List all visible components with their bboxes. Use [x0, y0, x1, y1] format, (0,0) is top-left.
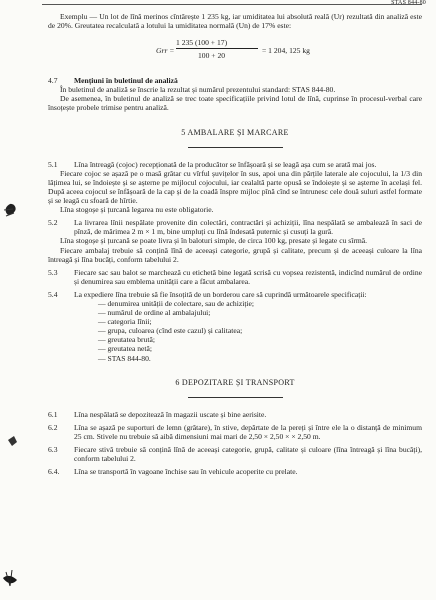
clause-text: La livrarea lînii nespălate provenite din colectări, contractări și achiziții, lîna nespălată se ambalează în saci de pînză, de mărimea 2 m × 1 m, bine umpluți cu lînă îndesată puternic și cusuți la gură. — [74, 218, 422, 237]
clause-5-4 — [48, 290, 422, 299]
clause-number: 6.3 — [48, 445, 58, 454]
list-item: — greutatea netă; — [98, 344, 152, 354]
example-paragraph: Exemplu — Un lot de lînă merinos cîntărește 1 235 kg, iar umiditatea lui absolută reală (Ur) rezultată din analiză este de 20%. Greutatea recalculată a lotului la umiditatea normală (Un) de 17% este: — [48, 12, 422, 31]
formula-denominator: 100 + 20 — [198, 51, 226, 61]
clause-text: Fiecare sac sau balot se marchează cu etichetă bine legată scrisă cu vopsea rezistentă, indicînd numărul de ordine și denumirea sau emblema unității care a făcut ambalarea. — [74, 267, 422, 286]
list-item: — denumirea unității de colectare, sau de achiziție; — [98, 298, 255, 308]
clause-number: 5.1 — [48, 159, 58, 169]
chapter-5-title: 5 AMBALARE ȘI MARCARE — [181, 127, 289, 137]
list-item: — numărul de ordine al ambalajului; — [98, 308, 211, 318]
clause-number: 5.2 — [48, 218, 58, 228]
clause-6-4 — [48, 467, 422, 476]
chapter-5-rule — [188, 147, 283, 148]
clause-5-1-paragraph-3: Lîna stogoșe și țurcană legarea nu este obligatorie. — [60, 205, 214, 215]
clause-5-2-paragraph-3: Fiecare ambalaj trebuie să conțină lînă de aceeași categorie, grupă și calitate, precum și de aceeași culoare la lîna întreagă și lîna bucăți, conform tabelului 2. — [48, 245, 422, 264]
chapter-6-title: 6 DEPOZITARE ȘI TRANSPORT — [175, 377, 295, 387]
formula-numerator: 1 235 (100 + 17) — [176, 38, 228, 48]
section-4-7-paragraph-2: De asemenea, în buletinul de analiză se trec toate specificațiile privind lotul de lînă, cuprinse în procesul-verbal care însoțește probele trimise pentru analiză. — [48, 94, 422, 113]
clause-5-2 — [48, 218, 422, 236]
clause-number: 6.1 — [48, 409, 58, 419]
clause-text: Lîna nespălată se depozitează în magazii uscate și bine aerisite. — [74, 409, 267, 419]
clause-5-1 — [48, 160, 422, 169]
clause-text: Lîna se transportă în vagoane închise sau în vehicule acoperite cu prelate. — [74, 467, 298, 477]
clause-number: 5.4 — [48, 289, 58, 299]
weight-formula — [48, 33, 422, 73]
list-item: — greutatea brută; — [98, 335, 155, 345]
list-item: — categoria lînii; — [98, 317, 152, 327]
clause-text: La expediere lîna trebuie să fie însoțită de un borderou care să cuprindă următoarele specificații: — [74, 289, 367, 299]
section-number: 4.7 — [48, 76, 58, 86]
clause-6-3 — [48, 445, 422, 463]
standard-reference: STAS 844-80 — [391, 0, 426, 6]
section-4-7-paragraph-1: În buletinul de analiză se înscrie la rezultat și numărul prezentului standard: STAS 844-80. — [60, 85, 336, 95]
clause-text: Lîna întreagă (cojoc) recepționată de la producător se înfășoară și se leagă așa cum se arată mai jos. — [74, 159, 377, 169]
top-rule — [42, 4, 422, 5]
clause-5-2-paragraph-2: Lîna stogoșe și țurcană se poate livra și în baloturi simple, de circa 100 kg, presate și legate cu sîrmă. — [60, 236, 368, 246]
formula-result: = 1 204, 125 kg — [262, 46, 310, 56]
clause-6-1 — [48, 410, 422, 419]
formula-lhs: Grr = — [156, 46, 175, 56]
clause-number: 5.3 — [48, 267, 58, 277]
section-title: Mențiuni în buletinul de analiză — [74, 76, 178, 86]
clause-6-2 — [48, 423, 422, 441]
section-4-7-heading — [48, 76, 422, 85]
document-body — [48, 12, 422, 476]
binding-hole-marks — [0, 0, 30, 600]
list-item: — grupa, culoarea (cînd este cazul) și calitatea; — [98, 326, 243, 336]
clause-5-3 — [48, 268, 422, 286]
chapter-6-rule — [188, 397, 283, 398]
list-item: — STAS 844-80. — [98, 353, 151, 363]
clause-number: 6.4. — [48, 467, 60, 477]
clause-5-1-paragraph-2: Fiecare cojoc se așază pe o masă grătar cu vîrful șuvițelor în sus, apoi una din părțile laterale ale cojocului, la 1/3 din lățimea lui, se îndoiește și se așterne pe mijlocul cojocului, iar cealaltă parte opusă se îndoiește și se așterne în același fel. După aceea cojocul se înfășoară de la cap și de la coadă înspre mijloc pînă cînd se întrunesc cele două suluri astfel formate și se leagă cu sfoară de hîrtie. — [48, 168, 422, 206]
specification-list — [98, 299, 422, 363]
clause-text: Fiecare stivă trebuie să conțină lînă de aceeași categorie, grupă, calitate și culoare (lîna întreagă și lîna bucăți), conform tabelului 2. — [74, 445, 422, 464]
fraction-bar — [176, 48, 258, 49]
clause-text: Lîna se așază pe suporturi de lemn (grătare), în stive, depărtate de la pereți și între ele la o distanță de minimum 25 cm. Stivele nu trebuie să aibă dimensiuni mai mari de 2,50 × 2,50 × × 2,50 m. — [74, 422, 422, 441]
clause-number: 6.2 — [48, 422, 58, 432]
